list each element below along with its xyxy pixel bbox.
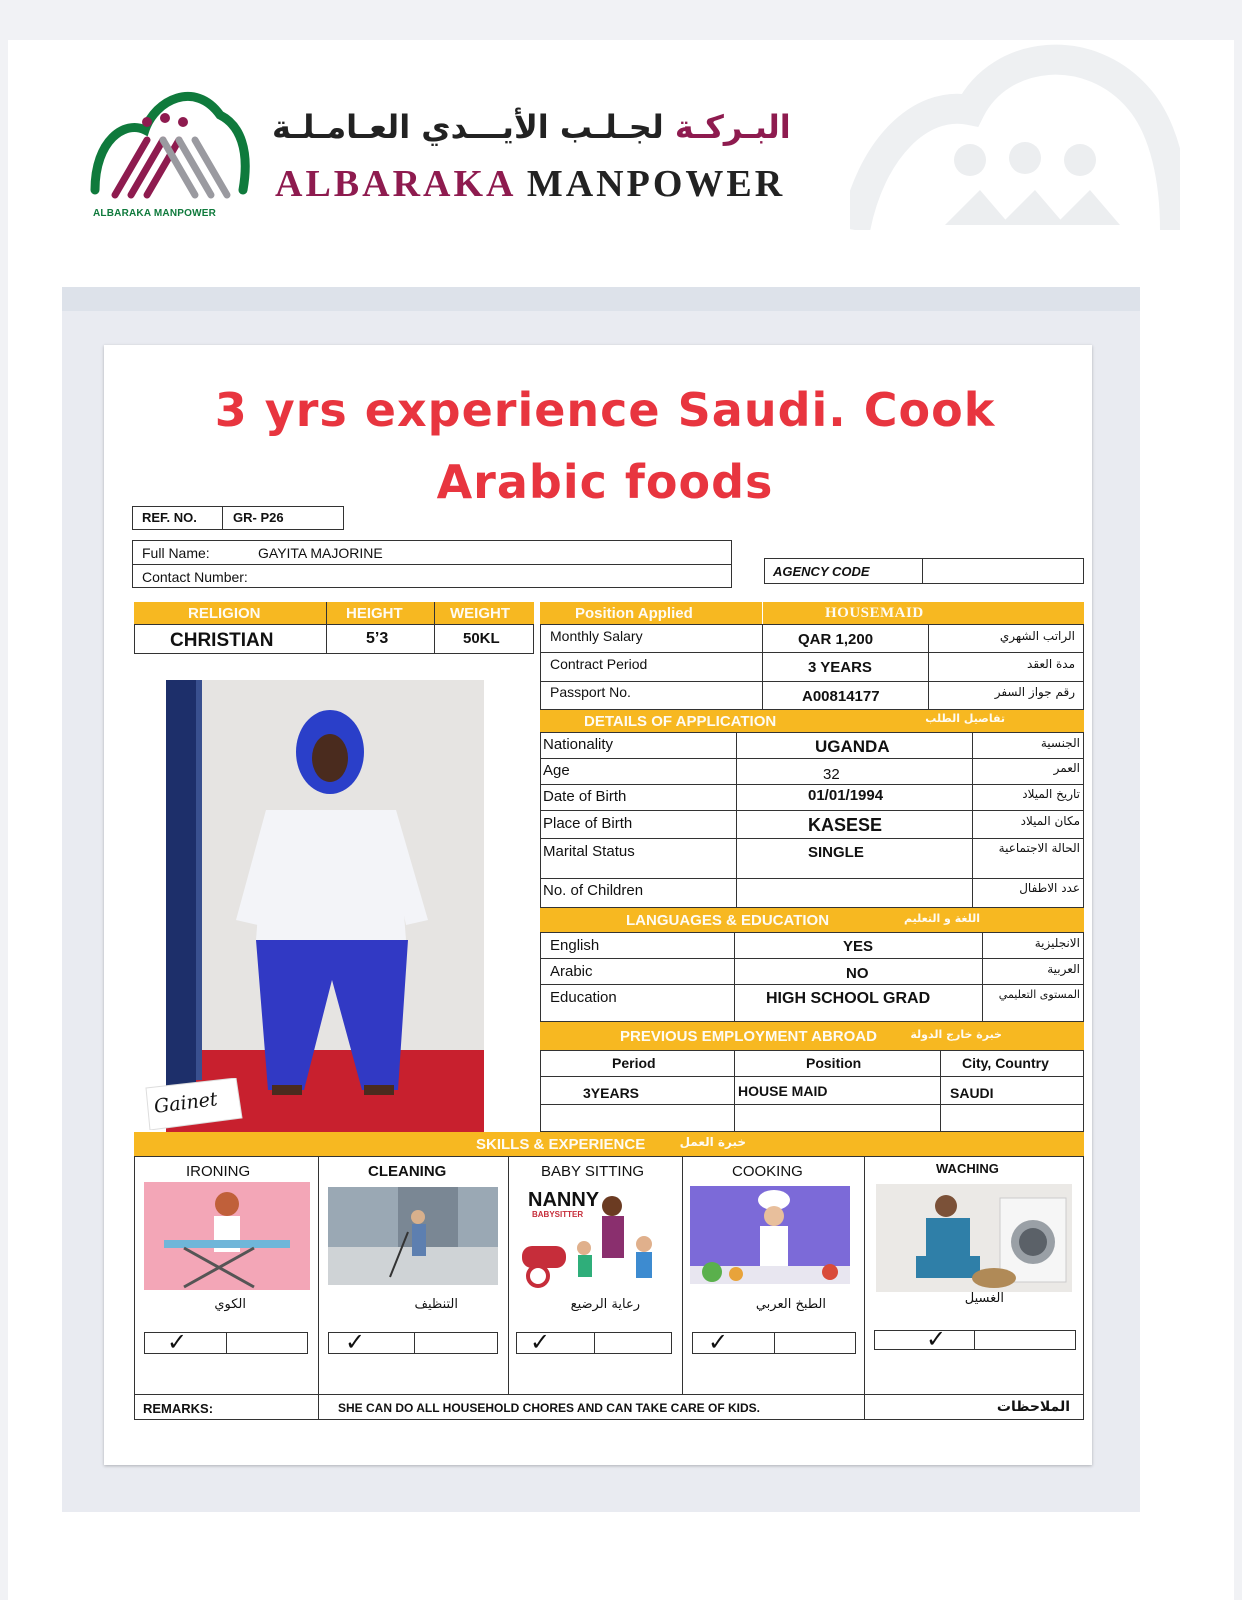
marital-arabic: الحالة الاجتماعية <box>998 841 1080 855</box>
headline-line1: 3 yrs experience Saudi. Cook <box>214 383 996 437</box>
employment-col-city: City, Country <box>962 1055 1049 1071</box>
education-label: Education <box>550 989 617 1006</box>
height-value: 5’3 <box>366 630 389 647</box>
details-header: DETAILS OF APPLICATION <box>584 713 777 730</box>
salary-label: Monthly Salary <box>550 628 643 644</box>
skill-arabic-cleaning: التنظيف <box>414 1297 458 1312</box>
marital-value: SINGLE <box>808 844 864 861</box>
skill-arabic-washing: الغسيل <box>964 1291 1004 1306</box>
logo-watermark <box>850 40 1180 230</box>
contact-label: Contact Number: <box>142 569 248 585</box>
pob-arabic: مكان الميلاد <box>1020 814 1080 828</box>
brand-english-part1: ALBARAKA <box>275 163 515 205</box>
weight-header: WEIGHT <box>450 605 510 622</box>
nationality-value: UGANDA <box>815 737 890 756</box>
salary-arabic: الراتب الشهري <box>999 629 1075 643</box>
skill-label-washing: WACHING <box>936 1161 999 1176</box>
dob-arabic: تاريخ الميلاد <box>1022 787 1080 801</box>
document-frame-band <box>62 287 1140 311</box>
skills-header-arabic: خبرة العمل <box>679 1135 746 1149</box>
employment-row-period: 3YEARS <box>583 1085 640 1101</box>
nanny-logo-subtext: BABYSITTER <box>532 1210 584 1219</box>
arabic-label: Arabic <box>550 963 593 980</box>
details-header-arabic: تفاصيل الطلب <box>925 712 1005 725</box>
education-value: HIGH SCHOOL GRAD <box>766 990 931 1007</box>
religion-header: RELIGION <box>188 605 261 622</box>
skill-arabic-baby-sitting: رعاية الرضيع <box>570 1297 640 1312</box>
check-mark-cooking: ✓ <box>708 1328 729 1356</box>
passport-label: Passport No. <box>550 684 631 700</box>
brand-arabic-name <box>272 108 791 146</box>
position-applied-value: HOUSEMAID <box>825 605 924 621</box>
marital-label: Marital Status <box>543 843 635 860</box>
age-label: Age <box>543 762 570 779</box>
contract-value: 3 YEARS <box>808 659 872 676</box>
education-arabic: المستوى التعليمي <box>998 988 1080 1001</box>
ironing-image <box>144 1182 310 1290</box>
passport-value: A00814177 <box>802 688 880 705</box>
skill-label-cleaning: CLEANING <box>368 1163 447 1180</box>
check-mark-washing: ✓ <box>926 1325 947 1353</box>
check-box-washing <box>874 1330 1076 1350</box>
height-header: HEIGHT <box>346 605 403 622</box>
dob-label: Date of Birth <box>543 788 627 805</box>
full-name-label: Full Name: <box>142 545 210 561</box>
arabic-value: NO <box>846 965 869 982</box>
employment-header: PREVIOUS EMPLOYMENT ABROAD <box>620 1028 877 1045</box>
employment-col-period: Period <box>612 1055 656 1071</box>
logo-caption: ALBARAKA MANPOWER <box>93 208 217 219</box>
photo-caption: Gainet <box>152 1088 219 1118</box>
pob-label: Place of Birth <box>543 815 633 832</box>
candidate-photo <box>166 680 484 1132</box>
check-mark-ironing: ✓ <box>167 1328 188 1356</box>
cooking-image <box>690 1186 850 1284</box>
nationality-label: Nationality <box>543 736 614 753</box>
weight-value: 50KL <box>463 630 500 647</box>
children-label: No. of Children <box>543 882 644 899</box>
cleaning-image <box>328 1187 498 1285</box>
passport-arabic: رقم جواز السفر <box>994 685 1075 699</box>
employment-col-position: Position <box>806 1055 862 1071</box>
remarks-text: SHE CAN DO ALL HOUSEHOLD CHORES AND CAN TAKE CARE OF KIDS. <box>338 1401 761 1415</box>
religion-value: CHRISTIAN <box>170 630 274 651</box>
remarks-arabic: الملاحظات <box>996 1399 1070 1415</box>
skill-label-baby-sitting: BABY SITTING <box>541 1163 645 1180</box>
ref-label: REF. NO. <box>142 510 197 525</box>
employment-row-city: SAUDI <box>950 1085 994 1101</box>
nanny-logo-text: NANNY <box>528 1189 600 1211</box>
brand-english-part2: MANPOWER <box>526 163 786 205</box>
position-applied-label: Position Applied <box>575 605 693 622</box>
remarks-label: REMARKS: <box>143 1401 214 1416</box>
children-arabic: عدد الاطفال <box>1019 881 1080 895</box>
languages-header: LANGUAGES & EDUCATION <box>626 912 830 929</box>
languages-header-arabic: اللغة و التعليم <box>904 912 980 925</box>
brand-english-name <box>275 162 785 206</box>
contract-arabic: مدة العقد <box>1027 657 1075 671</box>
skills-header: SKILLS & EXPERIENCE <box>476 1136 646 1153</box>
age-value: 32 <box>823 766 840 783</box>
dob-value: 01/01/1994 <box>808 787 884 804</box>
english-label: English <box>550 937 600 954</box>
employment-header-arabic: خبرة خارج الدولة <box>910 1028 1002 1041</box>
headline-line2: Arabic foods <box>436 455 774 509</box>
nationality-arabic: الجنسية <box>1040 736 1080 750</box>
skill-label-cooking: COOKING <box>732 1163 803 1180</box>
check-mark-baby-sitting: ✓ <box>530 1328 551 1356</box>
arabic-arabic: العربية <box>1047 962 1080 976</box>
brand-arabic-part1: البـركـة <box>674 108 791 146</box>
employment-row-position: HOUSE MAID <box>738 1083 828 1099</box>
brand-arabic-part2: لجـلـب الأيـــدي العـامـلـة <box>272 108 664 146</box>
washing-image <box>876 1184 1072 1292</box>
skill-arabic-ironing: الكوي <box>214 1297 246 1312</box>
english-arabic: الانجليزية <box>1034 936 1080 950</box>
full-name-value: GAYITA MAJORINE <box>258 545 383 561</box>
agency-code-label: AGENCY CODE <box>773 564 870 579</box>
age-arabic: العمر <box>1053 761 1080 775</box>
english-value: YES <box>843 938 874 955</box>
skill-arabic-cooking: الطبخ العربي <box>755 1297 826 1312</box>
pob-value: KASESE <box>808 815 883 835</box>
skill-label-ironing: IRONING <box>186 1163 251 1180</box>
salary-value: QAR 1,200 <box>798 631 874 648</box>
ref-value: GR- P26 <box>233 510 284 525</box>
check-mark-cleaning: ✓ <box>345 1328 366 1356</box>
contract-label: Contract Period <box>550 656 648 672</box>
